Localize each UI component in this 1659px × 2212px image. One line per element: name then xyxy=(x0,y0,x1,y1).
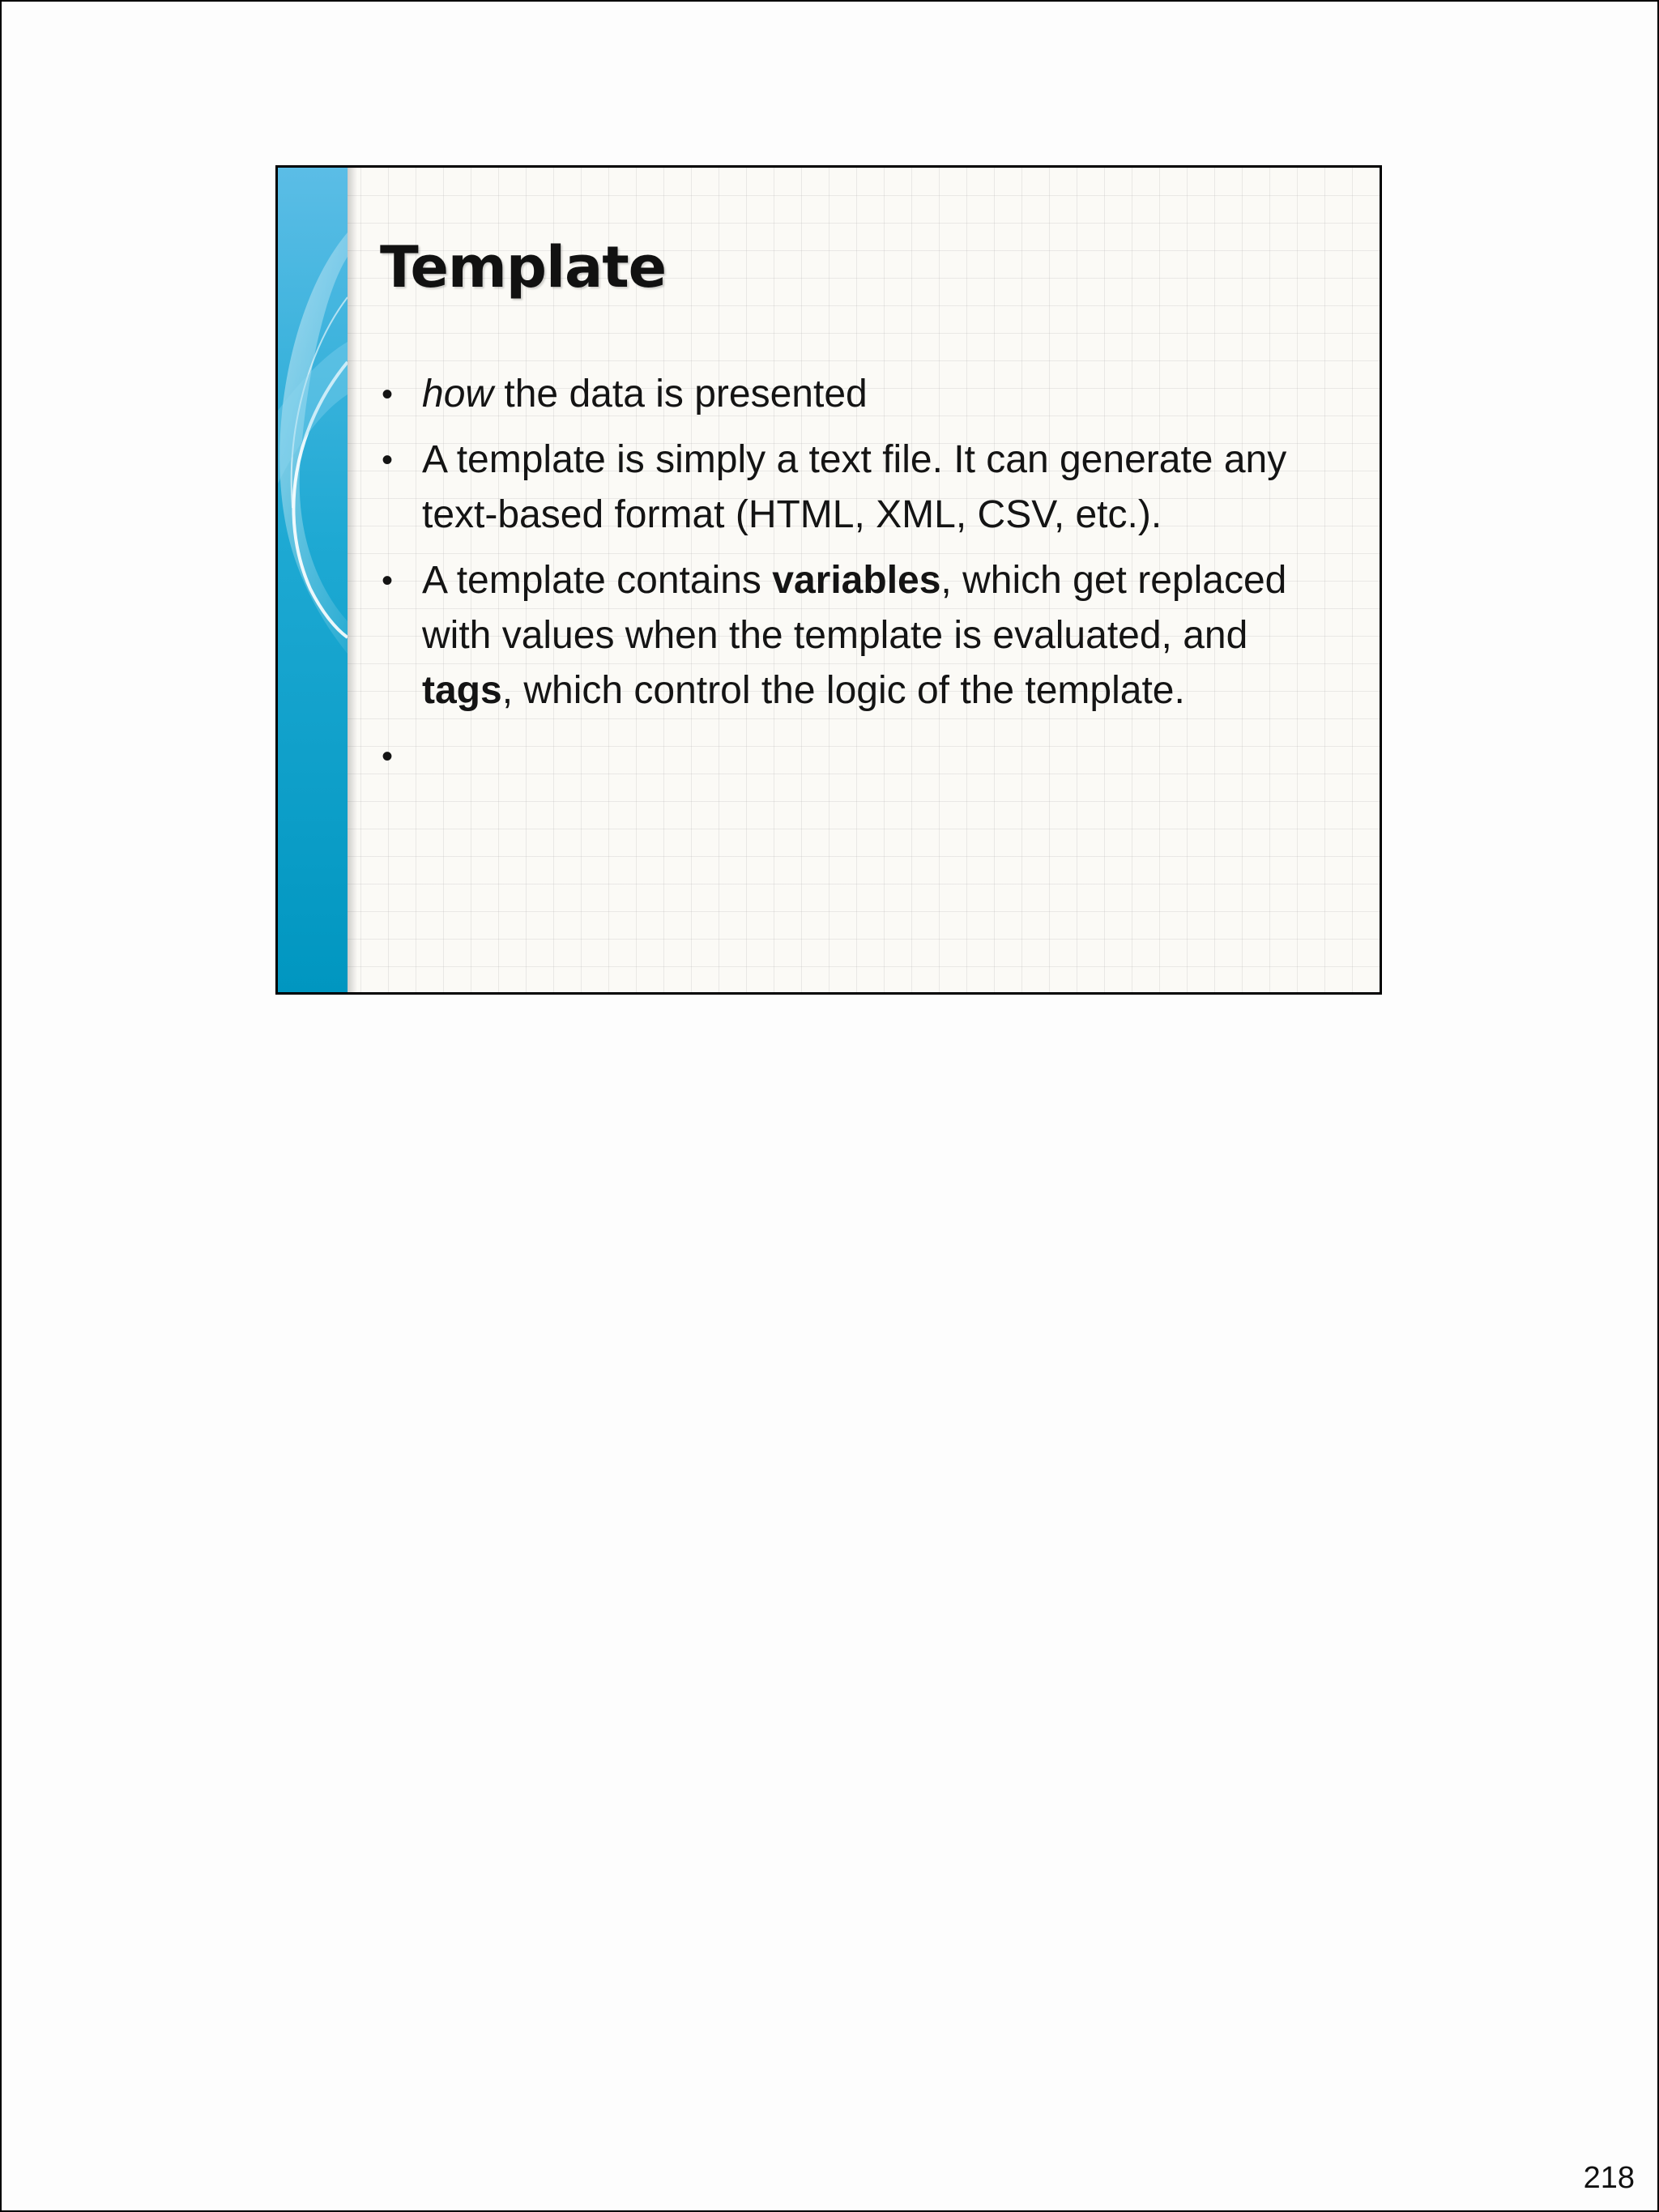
bullet-text-run: , which control the logic of the template. xyxy=(501,669,1185,712)
side-band-shadow xyxy=(348,168,357,992)
bullet-list xyxy=(380,367,1320,795)
bullet-text-italic: how xyxy=(422,373,494,416)
bullet-text-bold: tags xyxy=(422,669,502,712)
bullet-text xyxy=(422,735,433,778)
bullet-item xyxy=(380,553,1320,718)
bullet-text xyxy=(422,373,868,416)
bullet-text-run: A template contains xyxy=(422,559,773,602)
bullet-text xyxy=(422,559,1286,712)
bullet-text-bold: variables xyxy=(772,559,941,602)
bullet-icon: • xyxy=(382,377,394,412)
bullet-icon: • xyxy=(382,739,394,774)
bullet-item-empty xyxy=(380,729,1320,784)
page-number: 218 xyxy=(1583,2161,1635,2195)
bullet-text: A template is simply a text file. It can generate any text-based format (HTML, XML, CSV, etc.). xyxy=(422,438,1287,536)
decorative-side-band xyxy=(278,168,348,992)
slide-title: Template xyxy=(380,234,667,300)
bullet-item xyxy=(380,367,1320,422)
bullet-icon: • xyxy=(382,442,394,478)
bullet-text-run: the data is presented xyxy=(493,373,868,416)
bullet-icon: • xyxy=(382,563,394,599)
slide xyxy=(275,165,1382,995)
bullet-text-run: , which get replaced with values when the template is evaluated, and xyxy=(422,559,1287,657)
bullet-item xyxy=(380,433,1320,543)
